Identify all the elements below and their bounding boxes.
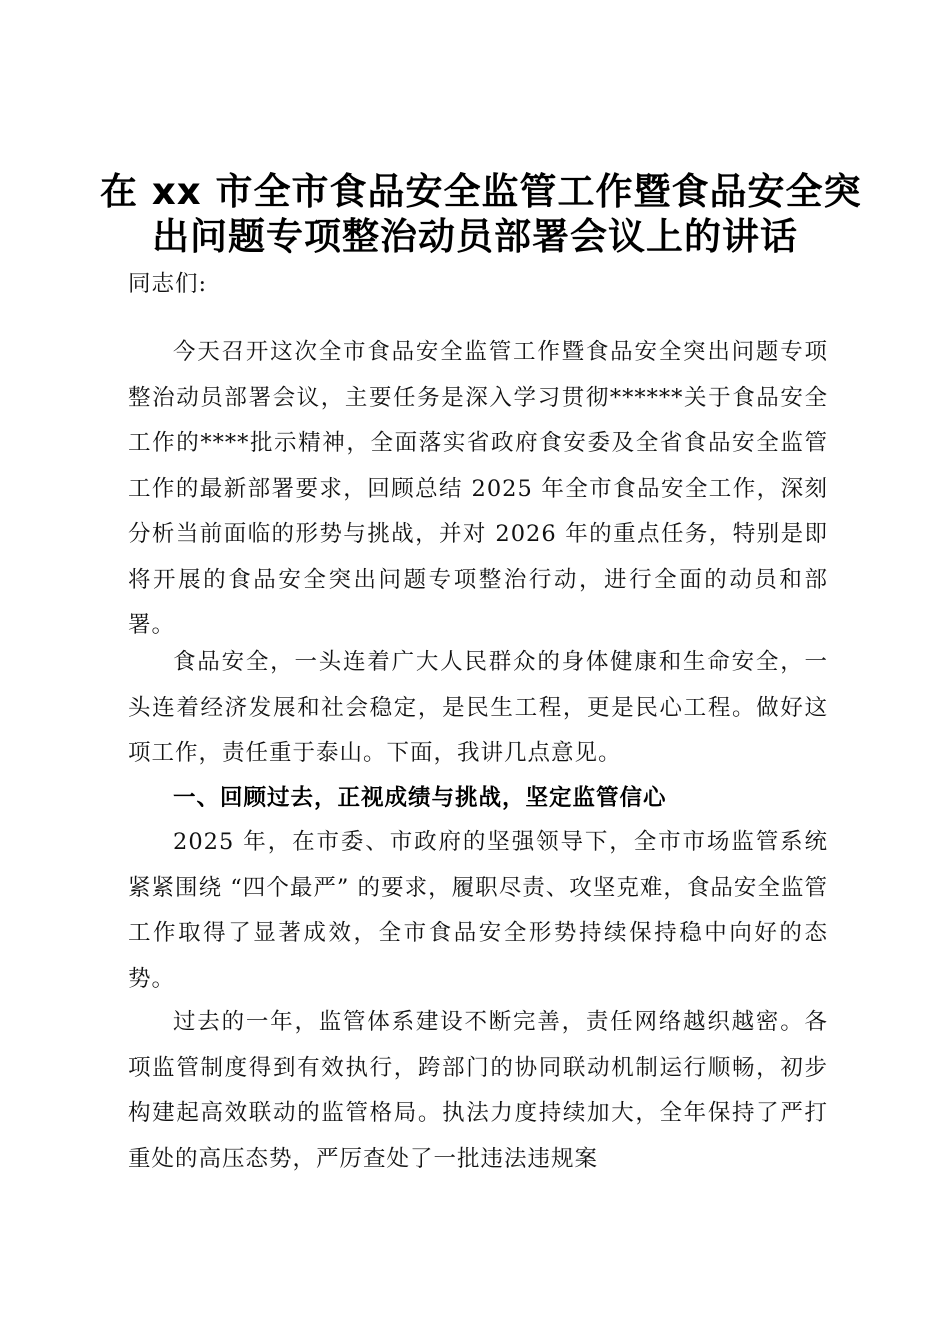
document-title-line-1: 在 xx 市全市食品安全监管工作暨食品安全突 (100, 170, 862, 213)
greeting: 同志们: (128, 271, 208, 297)
document-title-line-2: 出问题专项整治动员部署会议上的讲话 (152, 215, 798, 258)
section-heading: 一、回顾过去，正视成绩与挑战，坚定监管信心 (173, 785, 667, 811)
review-section (128, 820, 828, 1002)
intro-section (128, 330, 828, 649)
review-paragraph: 2025 年，在市委、市政府的坚强领导下，全市市场监管系统紧紧围绕 “四个最严” 的要求，履职尽责、攻坚克难，食品安全监管工作取得了显著成效，全市食品安全形势持续保持稳中向好的态势。 (128, 829, 828, 992)
progress-section (128, 1000, 828, 1182)
context-section (128, 640, 828, 777)
progress-paragraph: 过去的一年，监管体系建设不断完善，责任网络越织越密。各项监管制度得到有效执行，跨部门的协同联动机制运行顺畅，初步构建起高效联动的监管格局。执法力度持续加大，全年保持了严打重处的高压态势，严厉查处了一批违法违规案 (128, 1009, 828, 1172)
intro-paragraph: 今天召开这次全市食品安全监管工作暨食品安全突出问题专项整治动员部署会议，主要任务是深入学习贯彻******关于食品安全工作的****批示精神，全面落实省政府食安委及全省食品安全监管工作的最新部署要求，回顾总结 2025 年全市食品安全工作，深刻分析当前面临的形势与挑战，并对 2026 年的重点任务，特别是即将开展的食品安全突出问题专项整治行动，进行全面的动员和部署。 (128, 339, 828, 638)
context-paragraph: 食品安全，一头连着广大人民群众的身体健康和生命安全，一头连着经济发展和社会稳定，是民生工程，更是民心工程。做好这项工作，责任重于泰山。下面，我讲几点意见。 (128, 649, 828, 766)
